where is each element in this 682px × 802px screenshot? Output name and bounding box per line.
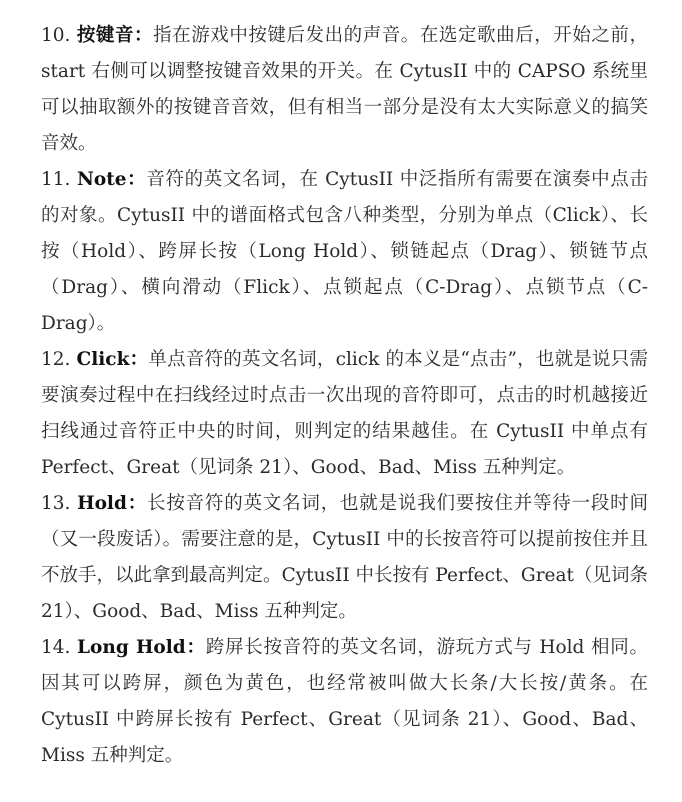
- glossary-entry-13: [41, 486, 648, 630]
- entry-number: 12.: [41, 349, 71, 370]
- entry-definition: 音符的英文名词，在 CytusII 中泛指所有需要在演奏中点击的对象。CytusII 中的谱面格式包含八种类型，分别为单点（Click）、长按（Hold）、跨屏长按（Long Hold）、锁链起点（Drag）、锁链节点（Drag）、横向滑动（Flick）、点锁起点（C-Drag）、点锁节点（C-Drag）。: [41, 169, 648, 334]
- glossary-entry-12: [41, 342, 648, 486]
- entry-number: 11.: [41, 169, 71, 190]
- entry-number: 14.: [41, 637, 71, 658]
- entry-colon: ：: [129, 349, 149, 370]
- entry-colon: ：: [185, 637, 206, 658]
- glossary-entry-10: [41, 18, 648, 162]
- entry-number: 13.: [41, 493, 71, 514]
- glossary-entry-11: [41, 162, 648, 342]
- entry-term: Long Hold: [77, 637, 186, 658]
- entry-colon: ：: [134, 25, 154, 46]
- entry-term: 按键音: [76, 25, 135, 46]
- entry-definition: 跨屏长按音符的英文名词，游玩方式与 Hold 相同。因其可以跨屏，颜色为黄色，也经常被叫做大长条/大长按/黄条。在 CytusII 中跨屏长按有 Perfect、Great（见词条 21）、Good、Bad、Miss 五种判定。: [41, 637, 648, 766]
- entry-term: Hold: [77, 493, 127, 514]
- entry-term: Click: [76, 349, 130, 370]
- entry-term: Note: [76, 169, 127, 190]
- entry-definition: 长按音符的英文名词，也就是说我们要按住并等待一段时间（又一段废话）。需要注意的是，CytusII 中的长按音符可以提前按住并且不放手，以此拿到最高判定。CytusII 中长按有 Perfect、Great（见词条 21）、Good、Bad、Miss 五种判定。: [41, 493, 648, 622]
- entry-colon: ：: [126, 169, 147, 190]
- entry-colon: ：: [126, 493, 148, 514]
- entry-definition: 单点音符的英文名词，click 的本义是“点击”，也就是说只需要演奏过程中在扫线经过时点击一次出现的音符即可，点击的时机越接近扫线通过音符正中央的时间，则判定的结果越佳。在 CytusII 中单点有 Perfect、Great（见词条 21）、Good、Bad、Miss 五种判定。: [41, 349, 648, 478]
- entry-number: 10.: [41, 25, 71, 46]
- glossary-entry-14: [41, 630, 648, 774]
- entry-definition: 指在游戏中按键后发出的声音。在选定歌曲后，开始之前，start 右侧可以调整按键音效果的开关。在 CytusII 中的 CAPSO 系统里可以抽取额外的按键音音效，但有相当一部分是没有太大实际意义的搞笑音效。: [41, 25, 648, 154]
